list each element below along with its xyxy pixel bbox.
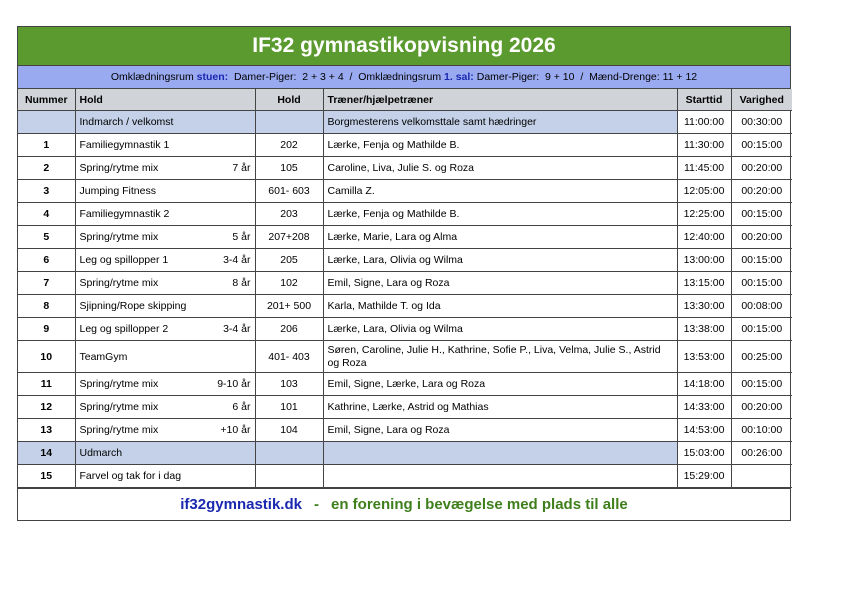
table-row [18, 442, 792, 465]
program-sheet [17, 26, 791, 521]
cell-hold [75, 111, 255, 134]
cell-trainer [323, 442, 677, 465]
footer-slogan: en forening i bevægelse med plads til alle [330, 496, 628, 513]
cell-trainer: Karla, Mathilde T. og Ida [323, 295, 677, 318]
cell-nummer: 5 [18, 226, 75, 249]
program-table [18, 89, 792, 488]
cell-hold-nr: 102 [255, 272, 323, 295]
header-starttid: Starttid [677, 89, 731, 111]
info-text-3: Damer-Piger: 9 + 10 / Mænd-Drenge: 11 + 12 [473, 71, 698, 83]
cell-hold [75, 295, 255, 318]
cell-hold-nr: 401- 403 [255, 341, 323, 373]
cell-starttid: 13:30:00 [677, 295, 731, 318]
info-text-2: Damer-Piger: 2 + 3 + 4 / Omklædningsrum [228, 71, 445, 83]
cell-hold [75, 419, 255, 442]
cell-trainer: Emil, Signe, Lara og Roza [323, 272, 677, 295]
cell-trainer: Lærke, Fenja og Mathilde B. [323, 134, 677, 157]
hold-name: Sjipning/Rope skipping [79, 300, 187, 312]
hold-name: Farvel og tak for i dag [79, 470, 182, 482]
header-hold: Hold [75, 89, 255, 111]
cell-hold [75, 203, 255, 226]
hold-name: Familiegymnastik 2 [79, 208, 170, 220]
cell-nummer: 14 [18, 442, 75, 465]
info-highlight-1-sal: 1. sal: [444, 71, 474, 83]
info-highlight-stuen: stuen: [196, 71, 229, 83]
hold-name: Udmarch [79, 447, 123, 459]
cell-starttid: 13:15:00 [677, 272, 731, 295]
cell-hold-nr: 601- 603 [255, 180, 323, 203]
cell-varighed: 00:25:00 [731, 341, 792, 373]
cell-hold-nr: 104 [255, 419, 323, 442]
cell-nummer: 12 [18, 396, 75, 419]
cell-nummer [18, 111, 75, 134]
footer-separator: - [313, 496, 319, 513]
cell-starttid: 11:45:00 [677, 157, 731, 180]
header-nummer: Nummer [18, 89, 75, 111]
cell-hold [75, 341, 255, 373]
hold-name: Spring/rytme mix [79, 162, 159, 174]
cell-starttid: 15:03:00 [677, 442, 731, 465]
table-row [18, 341, 792, 373]
cell-nummer: 3 [18, 180, 75, 203]
hold-name: Jumping Fitness [79, 185, 156, 197]
table-header-row [18, 89, 792, 111]
hold-age: 5 år [232, 231, 251, 243]
cell-hold-nr [255, 111, 323, 134]
hold-name: Spring/rytme mix [79, 424, 159, 436]
cell-trainer: Caroline, Liva, Julie S. og Roza [323, 157, 677, 180]
cell-hold [75, 226, 255, 249]
table-row [18, 157, 792, 180]
table-row [18, 373, 792, 396]
cell-varighed: 00:30:00 [731, 111, 792, 134]
cell-trainer: Emil, Signe, Lærke, Lara og Roza [323, 373, 677, 396]
cell-varighed: 00:20:00 [731, 226, 792, 249]
hold-age: 3-4 år [223, 254, 251, 266]
cell-hold [75, 396, 255, 419]
cell-hold-nr [255, 465, 323, 488]
cell-starttid: 12:05:00 [677, 180, 731, 203]
hold-age: 9-10 år [217, 378, 251, 390]
cell-starttid: 11:30:00 [677, 134, 731, 157]
cell-nummer: 10 [18, 341, 75, 373]
hold-name: Leg og spillopper 1 [79, 254, 169, 266]
cell-nummer: 13 [18, 419, 75, 442]
cell-trainer: Camilla Z. [323, 180, 677, 203]
cell-starttid: 11:00:00 [677, 111, 731, 134]
cell-hold-nr: 105 [255, 157, 323, 180]
cell-varighed: 00:15:00 [731, 272, 792, 295]
hold-name: Spring/rytme mix [79, 378, 159, 390]
cell-varighed [731, 465, 792, 488]
cell-varighed: 00:20:00 [731, 180, 792, 203]
table-row [18, 396, 792, 419]
cell-starttid: 13:00:00 [677, 249, 731, 272]
table-row [18, 249, 792, 272]
cell-hold-nr: 201+ 500 [255, 295, 323, 318]
cell-nummer: 7 [18, 272, 75, 295]
hold-name: Familiegymnastik 1 [79, 139, 170, 151]
cell-hold-nr: 207+208 [255, 226, 323, 249]
table-row [18, 295, 792, 318]
cell-trainer: Lærke, Fenja og Mathilde B. [323, 203, 677, 226]
hold-age: +10 år [220, 424, 251, 436]
cell-nummer: 6 [18, 249, 75, 272]
cell-starttid: 13:38:00 [677, 318, 731, 341]
cell-varighed: 00:15:00 [731, 249, 792, 272]
table-row [18, 226, 792, 249]
cell-trainer: Lærke, Lara, Olivia og Wilma [323, 318, 677, 341]
cell-varighed: 00:20:00 [731, 396, 792, 419]
cell-starttid: 12:40:00 [677, 226, 731, 249]
hold-age: 7 år [232, 162, 251, 174]
table-row [18, 419, 792, 442]
header-varighed: Varighed [731, 89, 792, 111]
cell-varighed: 00:10:00 [731, 419, 792, 442]
cell-trainer: Emil, Signe, Lara og Roza [323, 419, 677, 442]
changing-room-info [18, 66, 790, 89]
cell-hold-nr: 203 [255, 203, 323, 226]
cell-hold-nr [255, 442, 323, 465]
hold-name: Spring/rytme mix [79, 277, 159, 289]
footer [18, 488, 790, 520]
cell-nummer: 11 [18, 373, 75, 396]
cell-nummer: 1 [18, 134, 75, 157]
cell-hold [75, 272, 255, 295]
cell-varighed: 00:15:00 [731, 318, 792, 341]
table-row [18, 465, 792, 488]
cell-nummer: 4 [18, 203, 75, 226]
table-row [18, 111, 792, 134]
cell-hold [75, 442, 255, 465]
cell-starttid: 15:29:00 [677, 465, 731, 488]
cell-varighed: 00:15:00 [731, 373, 792, 396]
cell-nummer: 2 [18, 157, 75, 180]
cell-hold [75, 249, 255, 272]
cell-varighed: 00:08:00 [731, 295, 792, 318]
cell-varighed: 00:15:00 [731, 203, 792, 226]
cell-trainer: Borgmesterens velkomsttale samt hædringer [323, 111, 677, 134]
table-row [18, 134, 792, 157]
cell-starttid: 14:18:00 [677, 373, 731, 396]
cell-hold [75, 318, 255, 341]
cell-trainer: Kathrine, Lærke, Astrid og Mathias [323, 396, 677, 419]
cell-starttid: 14:53:00 [677, 419, 731, 442]
cell-varighed: 00:26:00 [731, 442, 792, 465]
hold-age: 3-4 år [223, 323, 251, 335]
table-row [18, 203, 792, 226]
cell-hold [75, 157, 255, 180]
hold-name: Leg og spillopper 2 [79, 323, 169, 335]
table-row [18, 272, 792, 295]
cell-hold [75, 134, 255, 157]
hold-name: Indmarch / velkomst [79, 116, 174, 128]
cell-trainer: Søren, Caroline, Julie H., Kathrine, Sofie P., Liva, Velma, Julie S., Astrid og Roza [323, 341, 677, 373]
hold-name: Spring/rytme mix [79, 231, 159, 243]
page-title: IF32 gymnastikopvisning 2026 [18, 27, 790, 66]
website-link[interactable]: if32gymnastik.dk [180, 496, 302, 513]
cell-hold [75, 465, 255, 488]
cell-starttid: 14:33:00 [677, 396, 731, 419]
cell-hold-nr: 206 [255, 318, 323, 341]
cell-trainer: Lærke, Lara, Olivia og Wilma [323, 249, 677, 272]
cell-nummer: 9 [18, 318, 75, 341]
cell-starttid: 12:25:00 [677, 203, 731, 226]
cell-hold [75, 373, 255, 396]
cell-hold-nr: 202 [255, 134, 323, 157]
header-trainer: Træner/hjælpetræner [323, 89, 677, 111]
cell-nummer: 15 [18, 465, 75, 488]
header-hold-nr: Hold [255, 89, 323, 111]
hold-name: TeamGym [79, 350, 128, 363]
cell-hold-nr: 101 [255, 396, 323, 419]
table-row [18, 180, 792, 203]
cell-nummer: 8 [18, 295, 75, 318]
cell-trainer [323, 465, 677, 488]
hold-name: Spring/rytme mix [79, 401, 159, 413]
cell-varighed: 00:20:00 [731, 157, 792, 180]
cell-starttid: 13:53:00 [677, 341, 731, 373]
cell-hold [75, 180, 255, 203]
hold-age: 8 år [232, 277, 251, 289]
cell-varighed: 00:15:00 [731, 134, 792, 157]
cell-hold-nr: 103 [255, 373, 323, 396]
cell-hold-nr: 205 [255, 249, 323, 272]
cell-trainer: Lærke, Marie, Lara og Alma [323, 226, 677, 249]
info-text-1: Omklædningsrum [110, 71, 197, 83]
hold-age: 6 år [232, 401, 251, 413]
table-row [18, 318, 792, 341]
